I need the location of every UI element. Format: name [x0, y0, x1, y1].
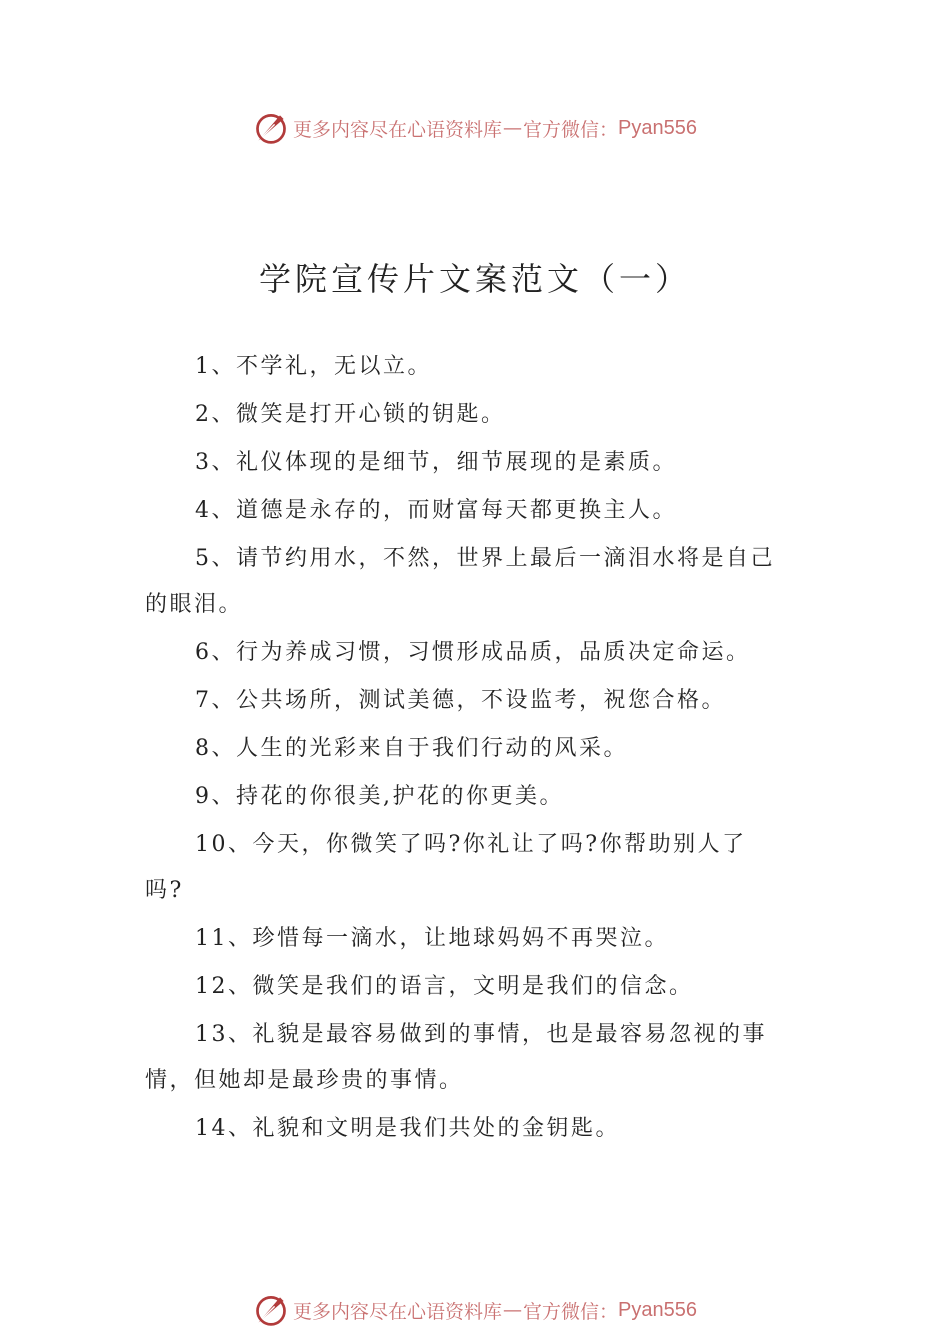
list-item: 2、微笑是打开心锁的钥匙。 [195, 402, 506, 427]
list-item: 13、礼貌是最容易做到的事情，也是最容易忽视的事情，但她却是最珍贵的事情。 [145, 1022, 767, 1093]
list-item: 3、礼仪体现的是细节，细节展现的是素质。 [195, 450, 677, 475]
list-item: 12、微笑是我们的语言，文明是我们的信念。 [195, 974, 694, 999]
header-watermark [0, 108, 950, 148]
watermark-label: 官方微信： [523, 118, 619, 141]
watermark-label: 官方微信： [523, 1300, 619, 1323]
watermark-dash: — [503, 1299, 523, 1321]
watermark-brand: Pyan556 [618, 1298, 697, 1321]
watermark-brand: Pyan556 [618, 116, 697, 139]
list-item: 14、礼貌和文明是我们共处的金钥匙。 [195, 1116, 620, 1141]
document-title: 学院宣传片文案范文（一） [258, 260, 691, 298]
list-item: 5、请节约用水，不然，世界上最后一滴泪水将是自己的眼泪。 [145, 546, 775, 617]
quill-logo-icon [253, 110, 289, 146]
list-item: 10、今天，你微笑了吗?你礼让了吗?你帮助别人了吗? [145, 832, 747, 903]
quill-logo-icon [253, 1292, 289, 1328]
list-item: 1、不学礼，无以立。 [195, 354, 432, 379]
watermark-dash: — [503, 117, 523, 139]
list-item: 7、公共场所，测试美德，不设监考，祝您合格。 [195, 688, 726, 713]
list-item: 11、珍惜每一滴水，让地球妈妈不再哭泣。 [195, 926, 669, 951]
list-item: 6、行为养成习惯，习惯形成品质，品质决定命运。 [195, 640, 751, 665]
list-item: 8、人生的光彩来自于我们行动的风采。 [195, 736, 628, 761]
watermark-main-text: 更多内容尽在心语资料库 [293, 1300, 503, 1323]
watermark-main-text: 更多内容尽在心语资料库 [293, 118, 503, 141]
list-item: 9、持花的你很美,护花的你更美。 [195, 784, 564, 809]
footer-watermark [0, 1290, 950, 1330]
list-item: 4、道德是永存的，而财富每天都更换主人。 [195, 498, 677, 523]
document-body [145, 344, 785, 1154]
